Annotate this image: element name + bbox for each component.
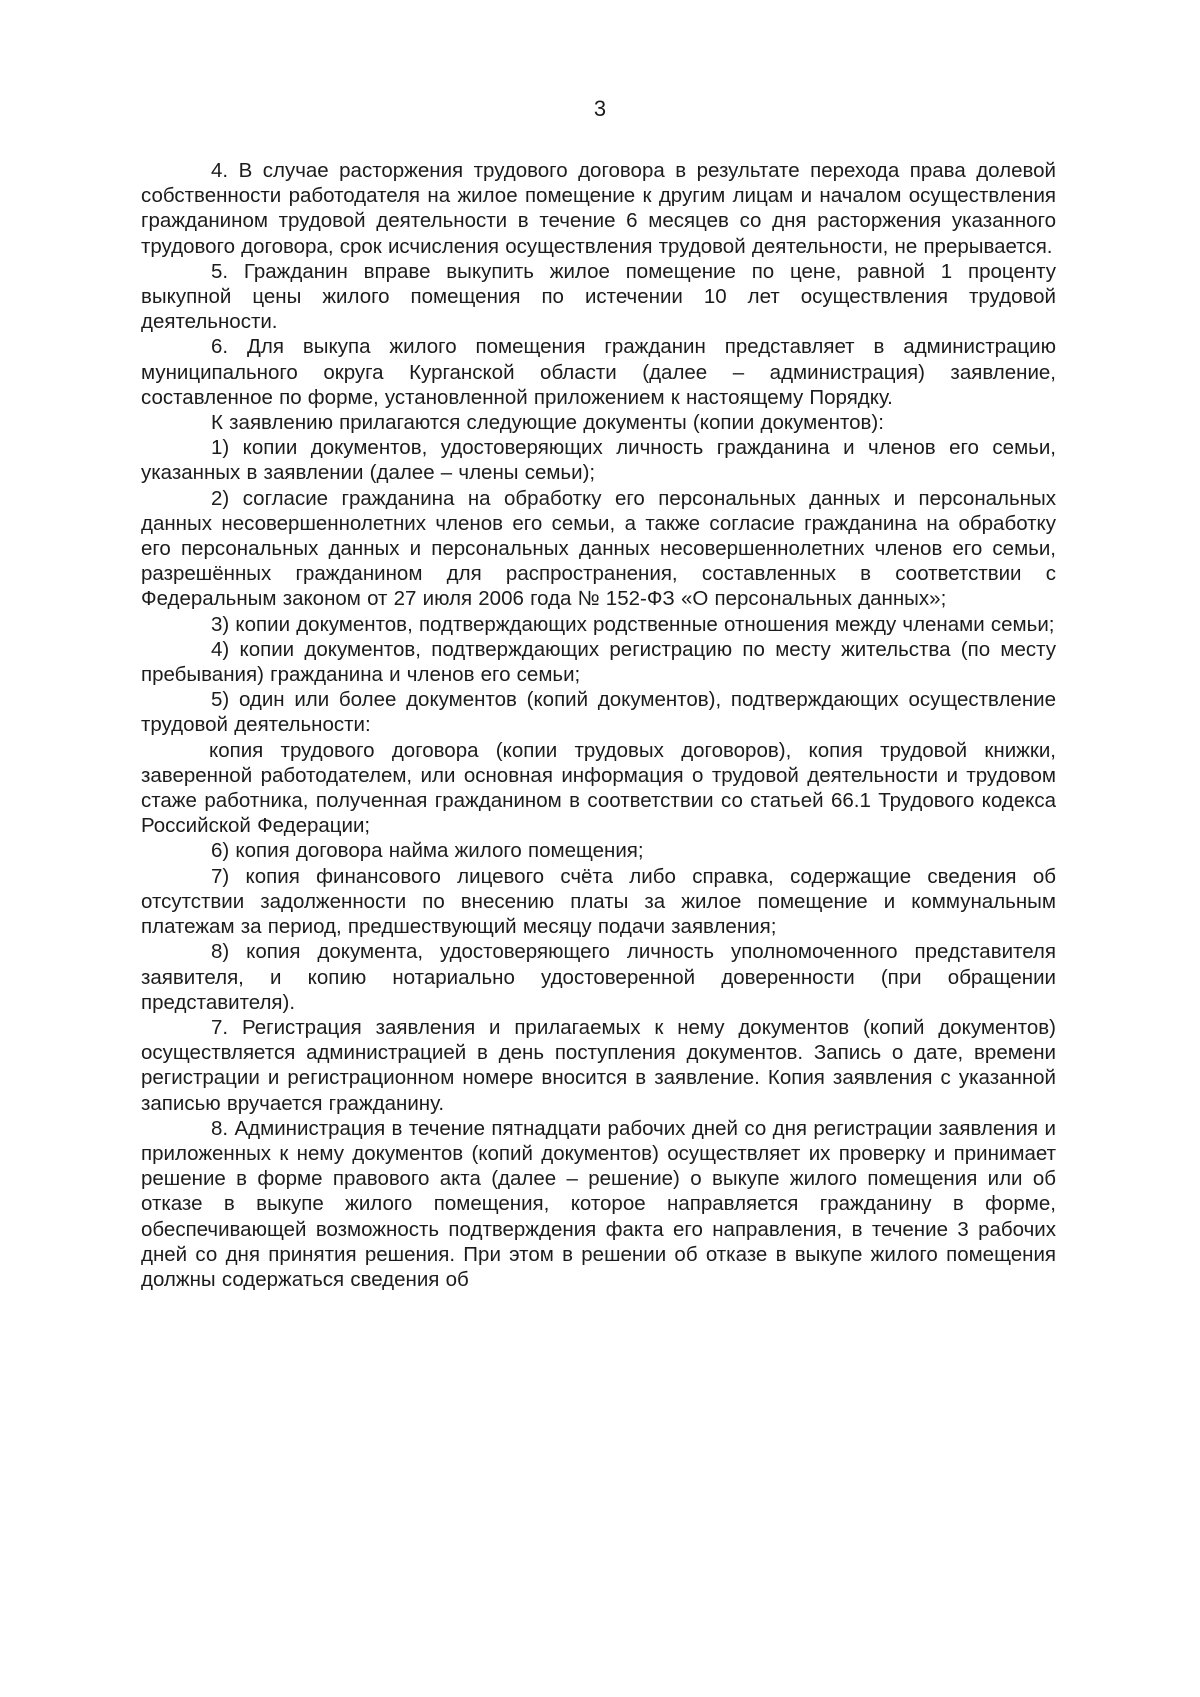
document-body: [141, 158, 1056, 1292]
list-item-4: 4) копии документов, подтверждающих регистрацию по месту жительства (по месту пребывания) гражданина и членов его семьи;: [141, 637, 1056, 687]
paragraph-7: 7. Регистрация заявления и прилагаемых к нему документов (копий документов) осуществляется администрацией в день поступления документов. Запись о дате, времени регистрации и регистрационном номере вносится в заявление. Копия заявления с указанной записью вручается гражданину.: [141, 1015, 1056, 1115]
list-item-8: 8) копия документа, удостоверяющего личность уполномоченного представителя заявителя, и копию нотариально удостоверенной доверенности (при обращении представителя).: [141, 940, 1056, 1014]
list-item-5: 5) один или более документов (копий документов), подтверждающих осуществление трудовой деятельности:: [141, 688, 1056, 737]
list-item-5-subparagraph: копия трудового договора (копии трудовых договоров), копия трудовой книжки, заверенной работодателем, или основная информация о трудовой деятельности и трудовом стаже работника, полученная гражданином в соответствии со статьей 66.1 Трудового кодекса Российской Федерации;: [141, 738, 1056, 838]
page-number: 3: [593, 96, 607, 121]
list-item-7: 7) копия финансового лицевого счёта либо справка, содержащие сведения об отсутствии задолженности по внесению платы за жилое помещение и коммунальным платежам за период, предшествующий месяцу подачи заявления;: [141, 864, 1056, 939]
paragraph-4: 4. В случае расторжения трудового договора в результате перехода права долевой собственности работодателя на жилое помещение к другим лицам и началом осуществления гражданином трудовой деятельности в течение 6 месяцев со дня расторжения указанного трудового договора, срок исчисления осуществления трудовой деятельности, не прерывается.: [141, 159, 1056, 258]
list-item-6: 6) копия договора найма жилого помещения;: [211, 839, 644, 863]
paragraph-6-intro: К заявлению прилагаются следующие документы (копии документов):: [211, 411, 884, 435]
list-item-3: 3) копии документов, подтверждающих родственные отношения между членами семьи;: [211, 612, 1055, 636]
paragraph-5: 5. Гражданин вправе выкупить жилое помещение по цене, равной 1 проценту выкупной цены жилого помещения по истечении 10 лет осуществления трудовой деятельности.: [141, 259, 1056, 334]
list-item-2: 2) согласие гражданина на обработку его персональных данных и персональных данных несовершеннолетних членов его семьи, а также согласие гражданина на обработку его персональных данных и персональных данных несовершеннолетних членов его семьи, разрешённых гражданином для распространения, составленных в соответствии с Федеральным законом от 27 июля 2006 года № 152-ФЗ «О персональных данных»;: [141, 486, 1056, 611]
paragraph-8: 8. Администрация в течение пятнадцати рабочих дней со дня регистрации заявления и приложенных к нему документов (копий документов) осуществляет их проверку и принимает решение в форме правового акта (далее – решение) о выкупе жилого помещения или об отказе в выкупе жилого помещения, которое направляется гражданину в форме, обеспечивающей возможность подтверждения факта его направления, в течение 3 рабочих дней со дня принятия решения. При этом в решении об отказе в выкупе жилого помещения должны содержаться сведения об: [141, 1116, 1056, 1291]
list-item-1: 1) копии документов, удостоверяющих личность гражданина и членов его семьи, указанных в заявлении (далее – члены семьи);: [141, 436, 1056, 485]
paragraph-6: 6. Для выкупа жилого помещения гражданин представляет в администрацию муниципального округа Курганской области (далее – администрация) заявление, составленное по форме, установленной приложением к настоящему Порядку.: [141, 335, 1056, 409]
